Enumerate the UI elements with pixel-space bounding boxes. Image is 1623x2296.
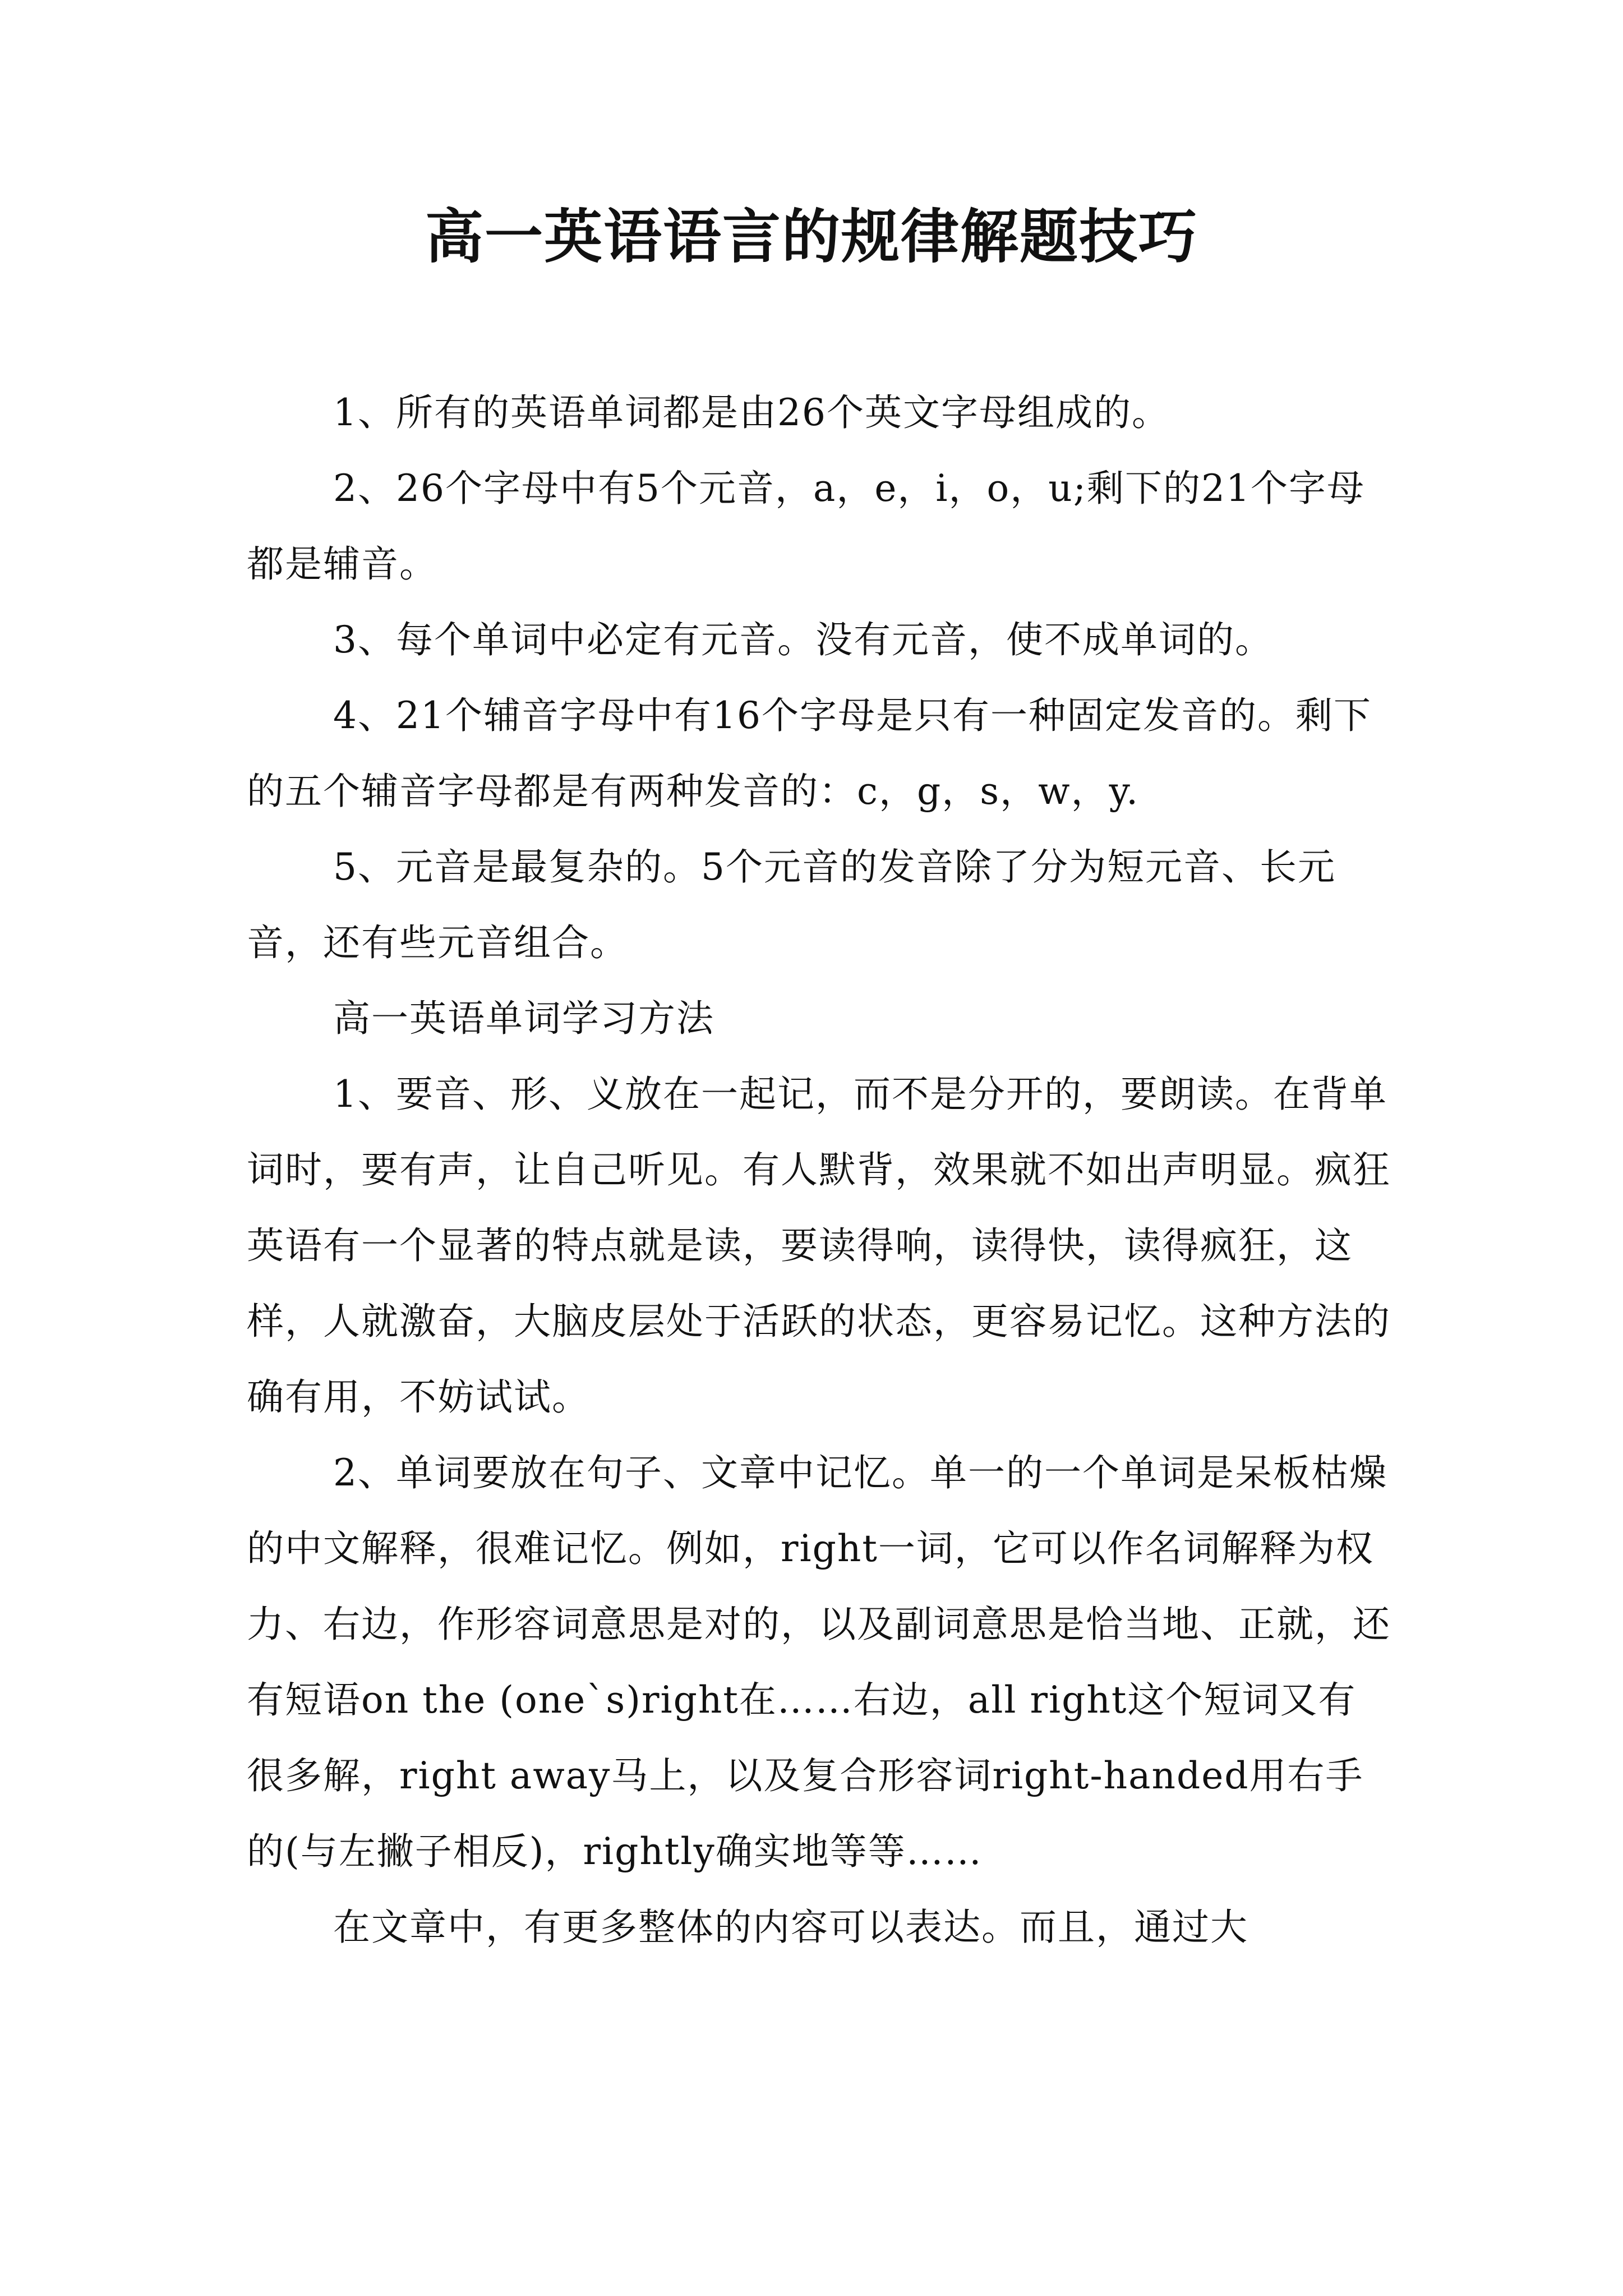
paragraph-continuation: 在文章中，有更多整体的内容可以表达。而且，通过大 (333, 1906, 1248, 1949)
document-body (247, 375, 1391, 1965)
document-title: 高一英语语言的规律解题技巧 (425, 202, 1198, 271)
paragraph-rule-5: 5、元音是最复杂的。5个元音的发音除了分为短元音、长元音，还有些元音组合。 (247, 845, 1336, 964)
paragraph-rule-2: 2、26个字母中有5个元音，a，e，i，o，u;剩下的21个字母都是辅音。 (247, 467, 1365, 586)
paragraph-rule-4: 4、21个辅音字母中有16个字母是只有一种固定发音的。剩下的五个辅音字母都是有两种发音的：c，g，s，w，y. (247, 694, 1372, 813)
paragraph-method-1: 1、要音、形、义放在一起记，而不是分开的，要朗读。在背单词时，要有声，让自己听见。有人默背，效果就不如出声明显。疯狂英语有一个显著的特点就是读，要读得响，读得快，读得疯狂，这样，人就激奋，大脑皮层处于活跃的状态，更容易记忆。这种方法的确有用，不妨试试。 (247, 1073, 1391, 1419)
paragraph-method-2: 2、单词要放在句子、文章中记忆。单一的一个单词是呆板枯燥的中文解释，很难记忆。例如，right一词，它可以作名词解释为权力、右边，作形容词意思是对的，以及副词意思是恰当地、正就，还有短语on the (one`s)right在……右边，all right这个短词又有很多解，right away马上，以及复合形容词right-handed用右手的(与左撇子相反)，rightly确实地等等…… (247, 1451, 1391, 1873)
paragraph-rule-1: 1、所有的英语单词都是由26个英文字母组成的。 (333, 391, 1170, 434)
section-heading: 高一英语单词学习方法 (333, 997, 714, 1040)
paragraph-rule-3: 3、每个单词中必定有元音。没有元音，使不成单词的。 (333, 618, 1273, 661)
